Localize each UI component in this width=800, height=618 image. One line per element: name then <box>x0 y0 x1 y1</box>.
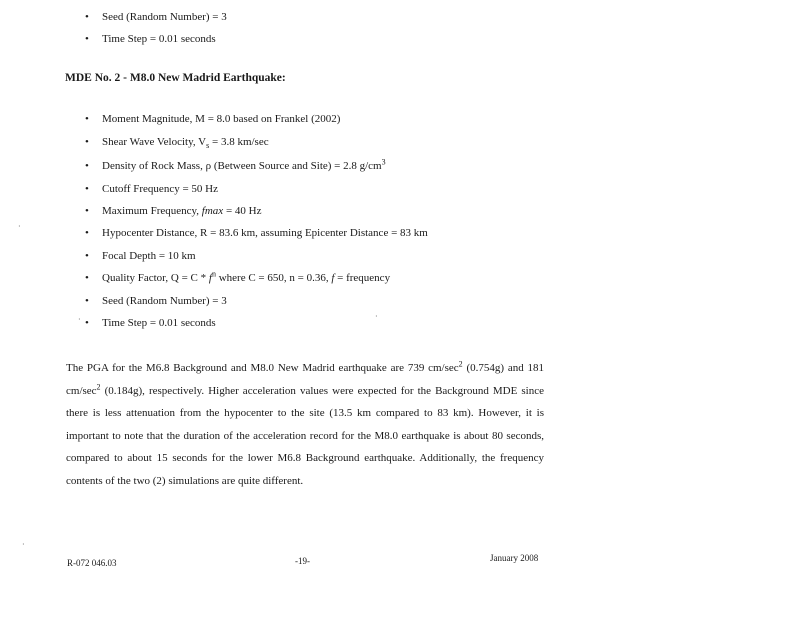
bullet-icon: • <box>85 317 89 329</box>
bullet-icon: • <box>85 11 89 23</box>
fmax-suffix: = 40 Hz <box>223 205 262 217</box>
superscript: 2 <box>458 359 463 369</box>
bullet-icon: • <box>85 183 89 195</box>
list-item-text: Seed (Random Number) = 3 <box>102 295 227 307</box>
bullet-icon: • <box>85 272 89 284</box>
footer-page-number: -19- <box>295 556 310 566</box>
bullet-icon: • <box>85 205 89 217</box>
quality-f2: f <box>331 272 335 284</box>
density-superscript: 3 <box>381 157 386 167</box>
fmax-prefix: Maximum Frequency, <box>102 205 202 217</box>
list-item-text <box>102 159 386 173</box>
quality-suffix: = frequency <box>334 272 391 284</box>
bullet-icon: • <box>85 295 89 307</box>
scan-speck: · <box>375 312 378 321</box>
bullet-icon: • <box>85 136 89 148</box>
quality-prefix: Quality Factor, Q = C * <box>102 272 209 284</box>
shear-prefix: Shear Wave Velocity, V <box>102 136 207 148</box>
list-item-text: Moment Magnitude, M = 8.0 based on Frankel (2002) <box>102 113 341 125</box>
list-item-text: Time Step = 0.01 seconds <box>102 317 216 329</box>
fmax-variable: fmax <box>201 205 224 217</box>
scan-speck: · <box>18 222 21 231</box>
list-item-text: Focal Depth = 10 km <box>102 250 196 262</box>
bullet-icon: • <box>85 160 89 172</box>
list-item-text: Seed (Random Number) = 3 <box>102 11 227 23</box>
list-item-text <box>102 204 261 218</box>
shear-suffix: = 3.8 km/sec <box>209 136 269 148</box>
bullet-icon: • <box>85 33 89 45</box>
quality-n: n <box>211 269 216 279</box>
quality-f: f <box>208 272 212 284</box>
paragraph-part: The PGA for the M6.8 Background and M8.0 New Madrid earthquake are 739 cm/sec <box>66 362 459 374</box>
bullet-icon: • <box>85 113 89 125</box>
paragraph-part: (0.754g) and 181 cm/sec <box>66 362 544 397</box>
footer-date: January 2008 <box>490 553 539 563</box>
superscript: 2 <box>96 381 101 391</box>
quality-mid: where C = 650, n = 0.36, <box>215 272 332 284</box>
paragraph-text <box>66 357 544 493</box>
list-item-text <box>102 271 390 285</box>
paragraph-part: (0.184g), respectively. Higher acceleration values were expected for the Background MDE since there is less attenuation from the hypocenter to the site (13.5 km compared to 83 km). However, it is important to note that the duration of the acceleration record for the M8.0 earthquake is about 80 seconds, compared to about 15 seconds for the lower M6.8 Background earthquake. Additionally, the frequency contents of the two (2) simulations are quite different. <box>66 384 544 487</box>
footer-document-id: R-072 046.03 <box>67 558 117 568</box>
shear-subscript: s <box>206 141 210 151</box>
list-item-text: Cutoff Frequency = 50 Hz <box>102 183 218 195</box>
bullet-icon: • <box>85 227 89 239</box>
list-item-text <box>102 135 269 149</box>
density-prefix: Density of Rock Mass, ρ (Between Source and Site) = 2.8 g/cm <box>102 160 382 172</box>
body-paragraph <box>66 357 544 493</box>
list-item-text: Hypocenter Distance, R = 83.6 km, assuming Epicenter Distance = 83 km <box>102 227 428 239</box>
section-heading: MDE No. 2 - M8.0 New Madrid Earthquake: <box>65 72 286 84</box>
bullet-icon: • <box>85 250 89 262</box>
scan-speck: · <box>22 540 25 549</box>
list-item-text: Time Step = 0.01 seconds <box>102 33 216 45</box>
scan-speck: · <box>78 315 81 324</box>
